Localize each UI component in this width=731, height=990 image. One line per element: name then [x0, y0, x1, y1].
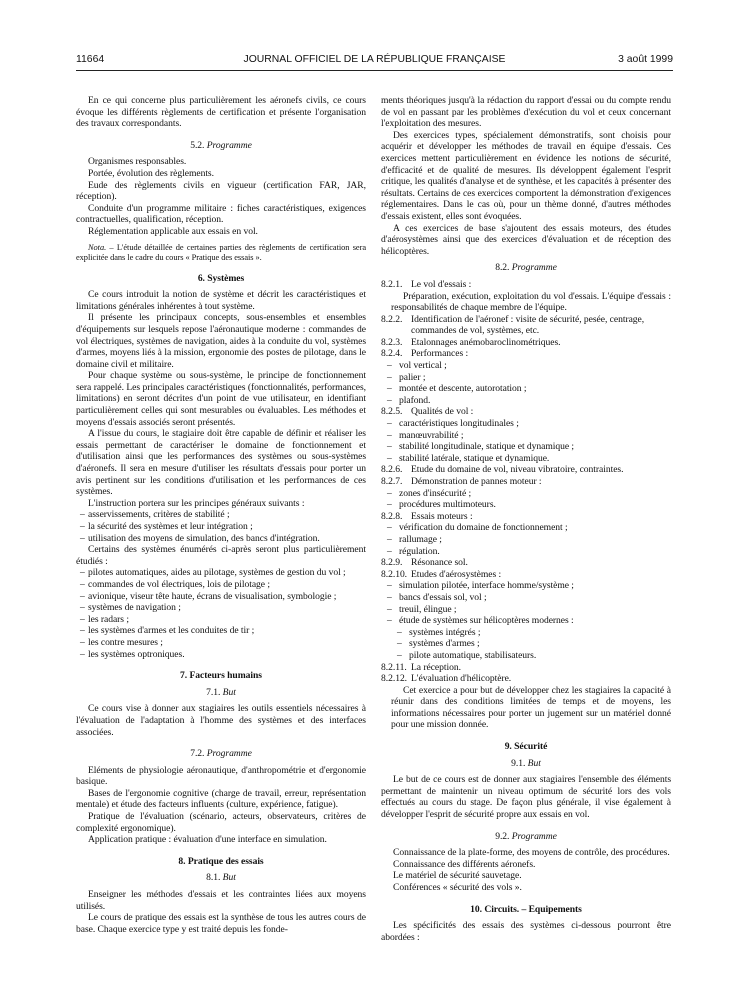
- program-item: 8.2.5. Qualités de vol :: [381, 406, 474, 418]
- paragraph: L'instruction portera sur les principes généraux suivants :: [88, 497, 305, 509]
- sub-list-item: – systèmes d'armes ;: [381, 638, 671, 650]
- note: Nota. – L'étude détaillée de certaines parties des règlements de certification sera explicitée dans le cadre du cours « Pratique des essais ».: [76, 242, 366, 262]
- list-item: – stabilité longitudinale, statique et dynamique ;: [381, 441, 671, 453]
- paragraph: Le cours de pratique des essais est la synthèse de tous les autres cours de base. Chaque exercice type y est traité depuis les fonde-: [76, 912, 366, 935]
- list-item: – les systèmes d'armes et les conduites de tir ;: [76, 625, 366, 637]
- right-column: [381, 95, 671, 943]
- paragraph: Connaissance des différents aéronefs.: [393, 858, 536, 870]
- section-heading-7-2: 7.2. Programme: [190, 748, 252, 760]
- paragraph: Il présente les principaux concepts, sous-ensembles et ensembles d'équipements sur lesquels repose l'aéronautique moderne : commandes de vol électriques, systèmes de navigation, aides à la conduite du vol, systèmes d'armes, moyens liés à la mission, ergonomie des postes de pilotage, dans le domaine civil et militaire.: [76, 312, 366, 370]
- list-item: – palier ;: [381, 372, 671, 384]
- paragraph: Connaissance de la plate-forme, des moyens de contrôle, des procédures.: [393, 847, 670, 859]
- list-item: – simulation pilotée, interface homme/système ;: [381, 580, 671, 592]
- paragraph: Conférences « sécurité des vols ».: [393, 882, 522, 893]
- section-heading-10: 10. Circuits. – Equipements: [470, 903, 582, 915]
- list-item: – stabilité latérale, statique et dynamique.: [381, 453, 671, 465]
- program-item: 8.2.12. L'évaluation d'hélicoptère.: [381, 673, 512, 685]
- paragraph: Les spécificités des essais des systèmes ci-dessous pourront être abordées :: [381, 920, 671, 943]
- list-item: – rallumage ;: [381, 534, 671, 546]
- section-heading-9-2: 9.2. Programme: [495, 830, 557, 842]
- section-heading-8-2: 8.2. Programme: [495, 262, 557, 274]
- paragraph: Le matériel de sécurité sauvetage.: [393, 870, 522, 882]
- program-item: 8.2.7. Démonstration de pannes moteur :: [381, 476, 542, 487]
- paragraph: Conduite d'un programme militaire : fiches caractéristiques, exigences contractuelles, qualification, réception.: [76, 202, 366, 226]
- list-item: – pilotes automatiques, aides au pilotage, systèmes de gestion du vol ;: [76, 567, 366, 579]
- paragraph: Réglementation applicable aux essais en vol.: [88, 225, 258, 237]
- list-item: – étude de systèmes sur hélicoptères modernes :: [381, 615, 671, 627]
- list-item: – bancs d'essais sol, vol ;: [381, 592, 671, 604]
- list-item: – treuil, élingue ;: [381, 604, 671, 616]
- section-heading-8-1: 8.1. But: [206, 872, 236, 884]
- list-item: – les systèmes optroniques.: [76, 649, 366, 661]
- paragraph: Ce cours vise à donner aux stagiaires les outils essentiels nécessaires à l'évaluation de l'adaptation à l'homme des systèmes et des interfaces associées.: [76, 703, 366, 738]
- list-item: – zones d'insécurité ;: [381, 488, 671, 500]
- section-heading-9: 9. Sécurité: [504, 741, 548, 753]
- list-item: – la sécurité des systèmes et leur intégration ;: [76, 521, 366, 533]
- left-column: [76, 95, 366, 935]
- list-item: – les radars ;: [76, 614, 366, 626]
- section-heading-8: 8. Pratique des essais: [178, 855, 264, 867]
- paragraph: Eléments de physiologie aéronautique, d'anthropométrie et d'ergonomie basique.: [76, 764, 366, 788]
- section-heading-7-1: 7.1. But: [206, 686, 236, 698]
- list-item: – plafond.: [381, 395, 671, 407]
- sub-list-item: – systèmes intégrés ;: [381, 627, 671, 639]
- paragraph: Eude des règlements civils en vigueur (certification FAR, JAR, réception).: [76, 179, 366, 203]
- paragraph: Organismes responsables.: [88, 156, 187, 168]
- program-item: 8.2.8. Essais moteurs :: [381, 510, 473, 522]
- program-item: 8.2.10. Etudes d'aérosystèmes :: [381, 568, 502, 580]
- paragraph: Pour chaque système ou sous-système, le principe de fonctionnement sera rappelé. Les principales caractéristiques (fonctionnalités, performances, limitations) en seront décrites d'un point de vue utilisateur, en identifiant particulièrement celles qui sont mesurables ou évaluables. Les méthodes et moyens d'essais associés seront présentés.: [76, 370, 366, 428]
- list-item: – vérification du domaine de fonctionnement ;: [381, 522, 671, 534]
- list-item: – commandes de vol électriques, lois de pilotage ;: [76, 579, 366, 591]
- program-item: 8.2.6. Etude du domaine de vol, niveau vibratoire, contraintes.: [381, 464, 624, 476]
- paragraph: Pratique de l'évaluation (scénario, acteurs, observateurs, critères de complexité ergonomique).: [76, 811, 366, 834]
- paragraph: Le but de ce cours est de donner aux stagiaires l'ensemble des éléments permettant de maintenir un niveau optimum de sécurité lors des vols effectués au cours du stage. De façon plus générale, il vise également à développer l'esprit de sécurité propre aux essais en vol.: [381, 774, 671, 821]
- paragraph: A ces exercices de base s'ajoutent des essais moteurs, des études d'aérosystèmes ainsi que des exercices d'évaluation et de réception des hélicoptères.: [381, 222, 671, 257]
- program-item: 8.2.2. Identification de l'aéronef : visite de sécurité, pesée, centrage, commandes de vol, systèmes, etc.: [381, 313, 645, 337]
- program-item: 8.2.1. Le vol d'essais :: [381, 278, 472, 290]
- paragraph: Préparation, exécution, exploitation du vol d'essais. L'équipe d'essais : responsabilités de chaque membre de l'équipe.: [391, 290, 671, 314]
- section-heading-6: 6. Systèmes: [197, 272, 245, 284]
- issue-date: 3 août 1999: [618, 54, 673, 65]
- paragraph: ments théoriques jusqu'à la rédaction du rapport d'essai ou du compte rendu de vol en passant par les problèmes d'exécution du vol et ceux concernant l'exploitation des mesures.: [381, 95, 671, 130]
- list-item: – manœuvrabilité ;: [381, 430, 671, 442]
- header-rule: [76, 70, 673, 71]
- program-item: 8.2.11. La réception.: [381, 661, 461, 673]
- paragraph: A l'issue du cours, le stagiaire doit être capable de définir et réaliser les essais permettant de caractériser le domaine de fonctionnement et d'utilisation ainsi que les performances des systèmes ou sous-systèmes d'aéronefs. Il sera en mesure d'utiliser les résultats d'essais pour porter un avis pertinent sur les conditions d'utilisation et les performances de ces systèmes.: [76, 428, 366, 498]
- section-heading-5-2: 5.2. Programme: [190, 139, 252, 151]
- list-item: – procédures multimoteurs.: [381, 499, 671, 511]
- program-item: 8.2.3. Etalonnages anémobaroclinométriques.: [381, 336, 561, 348]
- list-item: – utilisation des moyens de simulation, des bancs d'intégration.: [76, 533, 366, 545]
- journal-title: JOURNAL OFFICIEL DE LA RÉPUBLIQUE FRANÇAISE: [243, 54, 506, 65]
- list-item: – avionique, viseur tête haute, écrans de visualisation, symbologie ;: [76, 591, 366, 603]
- list-item: – montée et descente, autorotation ;: [381, 383, 671, 395]
- sub-list-item: – pilote automatique, stabilisateurs.: [381, 650, 671, 662]
- page-header: [76, 52, 673, 68]
- paragraph: Portée, évolution des règlements.: [88, 167, 214, 179]
- paragraph: Cet exercice a pour but de développer chez les stagiaires la capacité à réunir dans des conditions limitées de temps et de moyens, les informations nécessaires pour porter un jugement sur un matériel donné pour une mission donnée.: [391, 684, 671, 731]
- paragraph: Ce cours introduit la notion de système et décrit les caractéristiques et limitations générales inhérentes à tout système.: [76, 289, 366, 312]
- paragraph: Des exercices types, spécialement démonstratifs, sont choisis pour acquérir et développer les méthodes de travail en équipe d'essais. Ces exercices mettent particulièrement en évidence les notions de sécurité, d'efficacité et de qualité de mesures. Ils développent également l'esprit critique, les qualités d'analyse et de synthèse, et les capacités à présenter des résultats. Certains de ces exercices comportent la démonstration d'exigences réglementaires. Dans le cas où, pour un thème donné, d'autres méthodes d'essais existent, elles sont évoquées.: [381, 129, 671, 222]
- list-item: – vol vertical ;: [381, 360, 671, 372]
- list-item: – les contre mesures ;: [76, 637, 366, 649]
- page-number: 11664: [76, 54, 105, 65]
- paragraph: Application pratique : évaluation d'une interface en simulation.: [88, 834, 327, 846]
- paragraph: Bases de l'ergonomie cognitive (charge de travail, erreur, représentation mentale) et étude des facteurs influents (culture, expérience, fatigue).: [76, 787, 366, 811]
- paragraph: En ce qui concerne plus particulièrement les aéronefs civils, ce cours évoque les différents règlements de certification et présente l'organisation des travaux correspondants.: [76, 95, 366, 130]
- paragraph: Certains des systèmes énumérés ci-après seront plus particulièrement étudiés :: [76, 544, 366, 567]
- list-item: – caractéristiques longitudinales ;: [381, 418, 671, 430]
- section-heading-7: 7. Facteurs humains: [180, 670, 262, 682]
- list-item: – systèmes de navigation ;: [76, 602, 366, 614]
- paragraph: Enseigner les méthodes d'essais et les contraintes liées aux moyens utilisés.: [76, 889, 366, 912]
- list-item: – asservissements, critères de stabilité ;: [76, 509, 366, 521]
- program-item: 8.2.4. Performances :: [381, 348, 469, 360]
- section-heading-9-1: 9.1. But: [511, 757, 541, 769]
- program-item: 8.2.9. Résonance sol.: [381, 557, 468, 569]
- list-item: – régulation.: [381, 546, 671, 558]
